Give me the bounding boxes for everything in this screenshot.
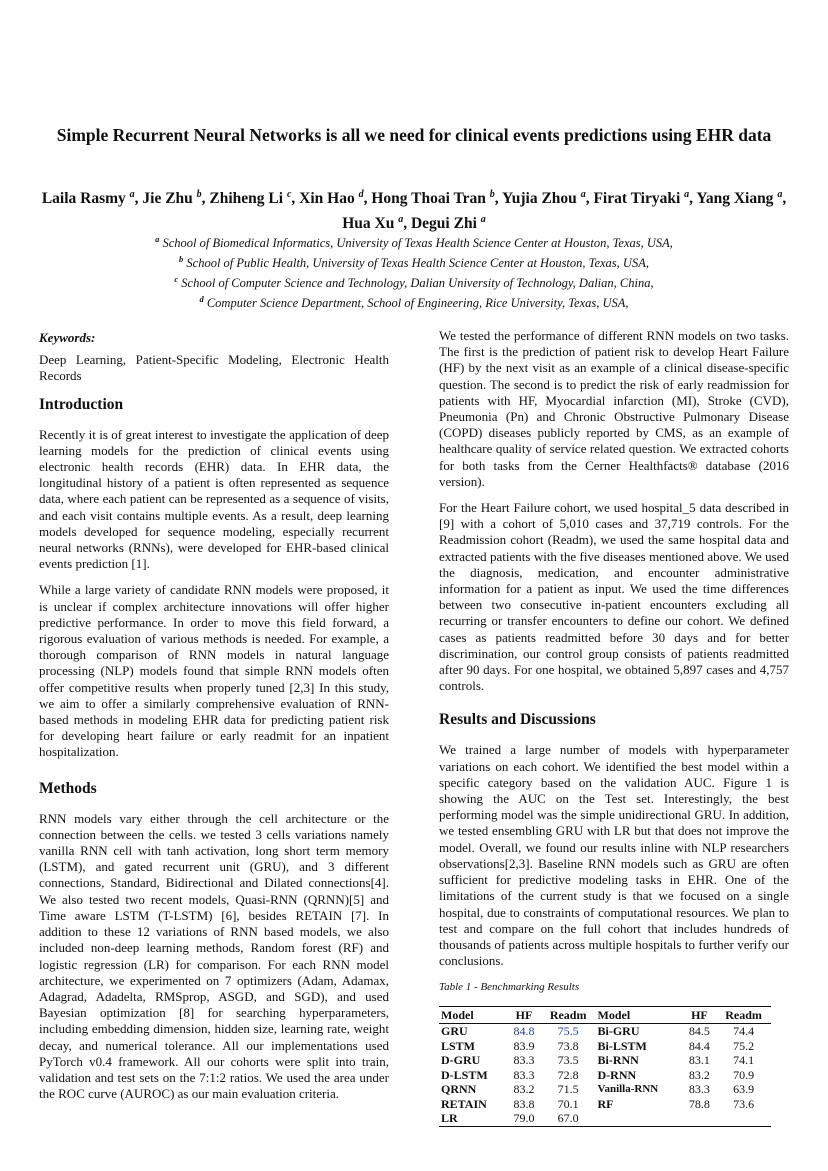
introduction-heading: Introduction: [39, 395, 124, 413]
table-cell: QRNN: [441, 1082, 477, 1097]
results-heading: Results and Discussions: [439, 711, 596, 729]
table-header: Model: [596, 1006, 683, 1024]
table-header: HF: [683, 1006, 717, 1024]
table-cell: LR: [439, 1111, 507, 1126]
table-cell: Bi-LSTM: [597, 1038, 647, 1053]
author: Firat Tiryaki $^a$: [593, 189, 690, 208]
introduction-paragraph: While a large variety of candidate RNN models were proposed, it is unclear if complex architecture innovations will offer higher predictive performance. In order to move this field forward, a rigorous evaluation of various methods is needed. For example, a thorough comparison of RNN models in natural language processing (NLP) models found that simple RNN models often offer competitive results when properly tuned [2,3] In this study, we aim to offer a similarly comprehensive evaluation of RNN-based methods in modeling EHR data for predicting patient risk for developing heart failure or early readmit for an inpatient hospitalization.: [39, 582, 389, 760]
table-header: Readm: [541, 1006, 596, 1024]
table-cell: Vanilla-RNN: [597, 1083, 659, 1096]
table-cell: [683, 1111, 717, 1126]
affiliation: $^b$ School of Public Health, University of Texas Health Science Center at Houston, Texas, USA,: [179, 254, 649, 271]
table-cell: 79.0: [507, 1111, 541, 1126]
table-cell: 83.3: [513, 1067, 535, 1082]
table-cell: Bi-RNN: [597, 1053, 639, 1068]
table-row: [439, 1024, 771, 1039]
author: Hua Xu $^a$: [342, 214, 404, 233]
affiliation: $^a$ School of Biomedical Informatics, University of Texas Health Science Center at Houston, Texas, USA,: [155, 234, 673, 251]
table-cell: 84.8: [513, 1024, 535, 1039]
affiliation: $^d$ Computer Science Department, School of Engineering, Rice University, Texas, USA,: [199, 294, 629, 311]
table-row: [439, 1053, 771, 1068]
table-cell: 70.9: [733, 1067, 755, 1082]
left-column: [39, 330, 389, 1112]
author-list: Laila Rasmy $^a$, Jie Zhu $^b$, Zhiheng Li $^c$, Xin Hao $^d$, Hong Thoai Tran $^b$, Yujia Zhou $^a$, Firat Tiryaki $^a$, Yang Xiang $^a$, Hua Xu $^a$, Degui Zhi $^a$: [41, 189, 787, 233]
table-cell: D-GRU: [441, 1053, 481, 1068]
table-header: Model: [439, 1006, 507, 1024]
affiliation-list: [60, 231, 768, 312]
table-header-row: [439, 1006, 771, 1024]
table-cell: 73.6: [733, 1096, 755, 1111]
table-cell: 74.4: [733, 1024, 755, 1039]
table-cell: 83.9: [513, 1038, 535, 1053]
table-row: [439, 1068, 771, 1083]
table-cell: 75.2: [733, 1038, 755, 1053]
benchmark-table: [439, 1006, 771, 1127]
author: Xin Hao $^d$: [299, 189, 364, 208]
table-cell: D-RNN: [597, 1067, 637, 1082]
methods-paragraph: RNN models vary either through the cell architecture or the connection between the cells. we tested 3 cells variations namely vanilla RNN cell with tanh activation, long short term memory (LSTM), and gated recurrent unit (GRU), and 3 different connections, Standard, Bidirectional and Dilated connections[4]. We also tested two recent models, Quasi-RNN (QRNN)[5] and Time aware LSTM (T-LSTM) [6], besides RETAIN [7]. In addition to these 12 variations of RNN based models, we also included non-deep learning methods, Random forest (RF) and logistic regression (LR) for comparison. For each RNN model architecture, we experimented on 7 optimizers (Adam, Adamax, Adagrad, Adadelta, RMSprop, ASGD, and SGD), and used Bayesian optimization [8] for searching hyperparameters, including embedding dimension, hidden size, learning rate, weight decay, and numerical tolerance. All our implementations used PyTorch v0.4 framework. All our cohorts were split into train, validation and test sets on the 7:1:2 ratios. We used the area under the ROC curve (AUROC) as our main evaluation criteria.: [39, 810, 389, 1102]
paper-title: Simple Recurrent Neural Networks is all we need for clinical events predictions using EHR data: [56, 125, 772, 145]
table-cell: 83.2: [513, 1082, 535, 1097]
table-cell: 75.5: [557, 1024, 579, 1039]
table-cell: 84.5: [688, 1024, 710, 1039]
cohort-paragraph: For the Heart Failure cohort, we used hospital_5 data described in [9] with a cohort of 5,010 cases and 37,719 controls. For the Readmission cohort (Readm), we used the same hospital data and extracted patients with the five diseases mentioned above. We used the diagnosis, medication, and encounter administrative information for a patient as input. We used the time differences between two consecutive in-patient encounters excluding all recurring or transfer encounters to define our cohort. We defined cases as patients readmitted before 30 days and for better discrimination, our control group consists of patients readmitted after 90 days. For one hospital, we obtained 5,897 cases and 4,757 controls.: [439, 500, 789, 694]
author: Zhiheng Li $^c$: [209, 189, 292, 208]
table-cell: LSTM: [441, 1038, 476, 1053]
table-cell: 71.5: [557, 1082, 579, 1097]
table-cell: 67.0: [541, 1111, 596, 1126]
table-cell: 63.9: [733, 1082, 755, 1097]
author: Laila Rasmy $^a$: [41, 189, 135, 208]
table-cell: 73.5: [557, 1053, 579, 1068]
table-cell: 74.1: [733, 1053, 755, 1068]
author: Yang Xiang $^a$: [696, 189, 783, 208]
affiliation: $^c$ School of Computer Science and Technology, Dalian University of Technology, Dalian, China,: [174, 274, 654, 291]
table-row: [439, 1082, 771, 1097]
table-header: HF: [507, 1006, 541, 1024]
table-cell: D-LSTM: [441, 1067, 488, 1082]
table-caption: Table 1 - Benchmarking Results: [439, 981, 580, 994]
author: Degui Zhi $^a$: [410, 214, 486, 233]
author: Jie Zhu $^b$: [142, 189, 202, 208]
keywords-text: Deep Learning, Patient-Specific Modeling, Electronic Health Records: [39, 352, 389, 384]
table-cell: Bi-GRU: [597, 1024, 640, 1039]
table-row: [439, 1111, 771, 1126]
table-cell: [596, 1111, 683, 1126]
introduction-paragraph: Recently it is of great interest to investigate the application of deep learning models for the prediction of clinical events using electronic health records (EHR) data. In EHR data, the longitudinal history of a patient is often represented as sequence data, where each patient can be represented as a sequence of visits, and each visit contains multiple events. As a result, deep learning models developed for sequence modeling, especially recurrent neural networks (RNNs), were developed for EHR-based clinical events prediction [1].: [39, 426, 389, 572]
table-cell: 83.3: [513, 1053, 535, 1068]
table-cell: GRU: [441, 1024, 468, 1039]
results-paragraph: We trained a large number of models with hyperparameter variations on each cohort. We identified the best model within a specific category based on the validation AUC. Figure 1 is showing the AUC on the Test set. Interestingly, the best performing model was the simple unidirectional GRU. In addition, we tested ensembling GRU with LR but that does not improve the model. Overall, we found our results inline with NLP researchers observations[2,3]. Baseline RNN models such as GRU are often sufficient for predictive modeling tasks in EHR. One of the limitations of the current study is that we focused on a single hospital, due to constraints of computational resources. We plan to test and compare on the full cohort that includes hundreds of thousands of patients across multiple hospitals to further verify our conclusions.: [439, 742, 789, 969]
table-cell: 70.1: [557, 1096, 579, 1111]
table-cell: 83.2: [688, 1067, 710, 1082]
right-column: [439, 328, 789, 1127]
table-header: Readm: [716, 1006, 771, 1024]
table-cell: [716, 1111, 771, 1126]
table-cell: 83.8: [513, 1096, 535, 1111]
keywords-heading: Keywords:: [39, 330, 96, 345]
table-cell: 73.8: [557, 1038, 579, 1053]
table-cell: 84.4: [688, 1038, 710, 1053]
table-cell: 83.1: [688, 1053, 710, 1068]
author: Hong Thoai Tran $^b$: [371, 189, 495, 208]
author: Yujia Zhou $^a$: [501, 189, 586, 208]
table-cell: 83.3: [688, 1082, 710, 1097]
table-row: [439, 1039, 771, 1054]
methods-heading: Methods: [39, 779, 97, 797]
table-cell: RF: [597, 1096, 614, 1111]
table-cell: 72.8: [557, 1067, 579, 1082]
table-cell: RETAIN: [441, 1096, 487, 1111]
table-row: [439, 1097, 771, 1112]
tasks-paragraph: We tested the performance of different RNN models on two tasks. The first is the prediction of patient risk to develop Heart Failure (HF) by the next visit as an example of a clinical disease-specific question. The second is to predict the risk of early readmission for patients with HF, Myocardial infarction (MI), Stroke (CVD), Pneumonia (Pn) and Chronic Obstructive Pulmonary Disease (COPD) diseases publicly reported by CMS, as an example of healthcare quality of service related question. We extracted cohorts for both tasks from the Cerner Healthfacts® database (2016 version).: [439, 328, 789, 489]
table-cell: 78.8: [688, 1096, 710, 1111]
